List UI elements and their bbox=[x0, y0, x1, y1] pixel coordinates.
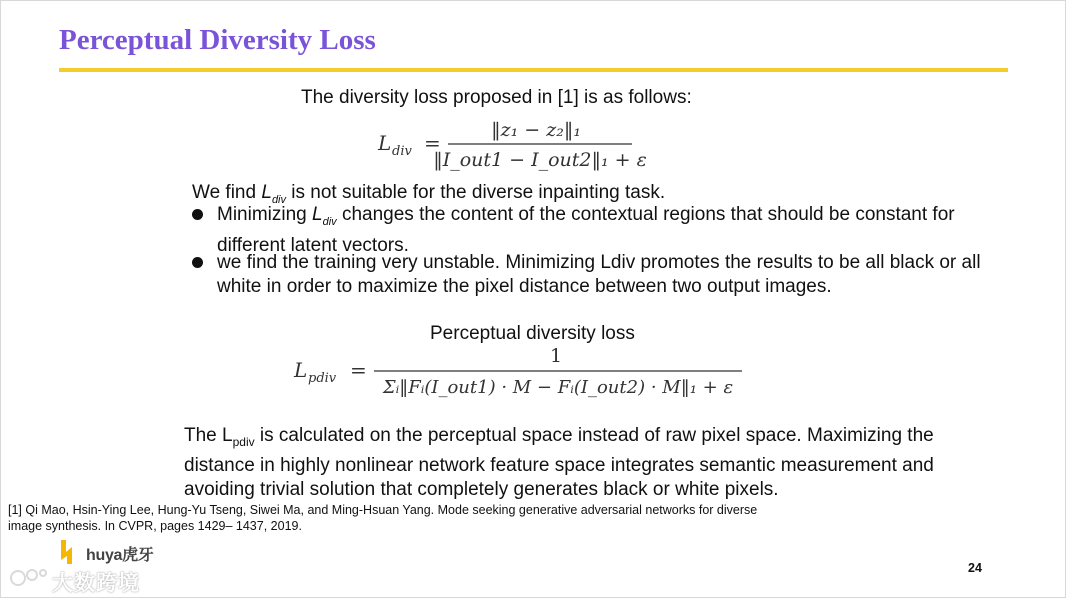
eq1-lhs: L bbox=[378, 131, 392, 155]
bullet-item bbox=[192, 203, 992, 258]
eq1-lhs-sub: div bbox=[392, 144, 412, 159]
eq2-lhs-sub: pdiv bbox=[308, 371, 337, 386]
eq1-equals: = bbox=[424, 131, 441, 155]
huya-logo bbox=[58, 538, 154, 566]
intro-text: The diversity loss proposed in [1] is as follows: bbox=[301, 87, 692, 108]
find-prefix: We find bbox=[192, 182, 262, 203]
para-sub: pdiv bbox=[232, 434, 255, 449]
find-var: L bbox=[261, 182, 272, 203]
bullet-1-var-sub: div bbox=[322, 215, 337, 228]
reference-footnote: [1] Qi Mao, Hsin-Ying Lee, Hung-Yu Tseng, Siwei Ma, and Ming-Hsuan Yang. Mode seeking generative adversarial networks for diverse image synthesis. In CVPR, pages 1429– 1437, 2019. bbox=[8, 503, 758, 533]
eq2-lhs: L bbox=[294, 358, 308, 382]
huya-logo-text: huya虎牙 bbox=[86, 547, 154, 564]
eq2-numerator: 1 bbox=[549, 345, 563, 367]
para-suffix: is calculated on the perceptual space instead of raw pixel space. Maximizing the distance in highly nonlinear network feature space integrates semantic measurement and avoiding trivial solution that completely generates black or white pixels. bbox=[184, 425, 934, 500]
watermark bbox=[8, 565, 140, 595]
find-suffix: is not suitable for the diverse inpainting task. bbox=[286, 182, 666, 203]
title-underline bbox=[59, 68, 1008, 72]
watermark-text: 大数跨境 bbox=[52, 572, 140, 595]
eq2-denominator: Σᵢ‖Fᵢ(I_out1) · M − Fᵢ(I_out2) · M‖₁ + ε bbox=[382, 377, 734, 398]
bullet-1-var: L bbox=[312, 204, 323, 225]
bullet-item bbox=[192, 251, 992, 299]
eq2-equals: = bbox=[350, 358, 367, 382]
eq1-numerator: ‖z₁ − z₂‖₁ bbox=[491, 119, 581, 141]
bullet-dot-icon bbox=[192, 257, 203, 268]
huya-logo-icon bbox=[58, 538, 82, 566]
bullet-1-prefix: Minimizing bbox=[217, 204, 313, 225]
diversity-loss-equation bbox=[376, 114, 646, 174]
bullet-1-suffix: changes the content of the contextual regions that should be constant for different latent vectors. bbox=[217, 204, 955, 256]
bullet-dot-icon bbox=[192, 209, 203, 220]
para-prefix: The L bbox=[184, 425, 233, 446]
eq1-denominator: ‖I_out1 − I_out2‖₁ + ε bbox=[433, 149, 646, 171]
explanation-paragraph bbox=[184, 424, 954, 502]
perceptual-diversity-label: Perceptual diversity loss bbox=[430, 323, 635, 344]
page-number: 24 bbox=[968, 561, 982, 575]
slide-title: Perceptual Diversity Loss bbox=[59, 24, 376, 56]
perceptual-diversity-equation bbox=[292, 344, 752, 404]
find-var-sub: div bbox=[271, 193, 286, 206]
bullet-2-text: we find the training very unstable. Minimizing Ldiv promotes the results to be all black or all white in order to maximize the pixel distance between two output images. bbox=[217, 252, 981, 297]
watermark-icon bbox=[8, 565, 50, 591]
